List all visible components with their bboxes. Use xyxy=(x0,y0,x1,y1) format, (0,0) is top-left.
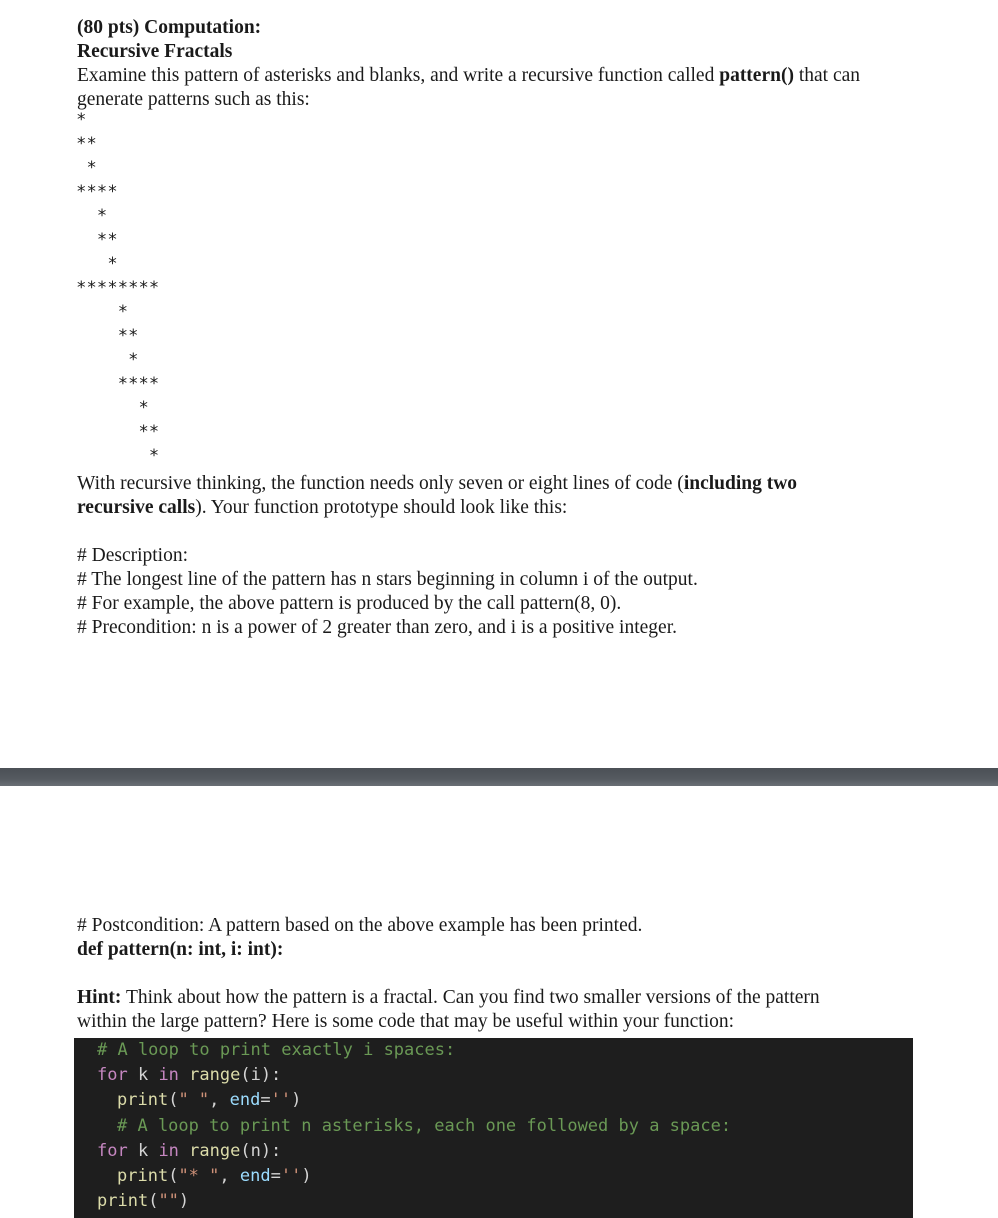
pattern-asterisk: * xyxy=(149,446,159,466)
pattern-asterisk: * xyxy=(97,278,107,298)
paren: ( xyxy=(168,1166,179,1186)
print-call: print xyxy=(117,1090,169,1110)
loop-var: k xyxy=(127,1065,159,1085)
pattern-asterisk: * xyxy=(87,158,96,178)
precondition: # Precondition: n is a power of 2 greater than zero, and i is a positive integer. xyxy=(77,617,677,638)
pattern-asterisk: * xyxy=(139,374,148,394)
paren-close: ) xyxy=(301,1166,312,1186)
pattern-asterisk: * xyxy=(108,230,117,250)
description-longest-line: # The longest line of the pattern has n stars beginning in column i of the output. xyxy=(77,569,698,590)
pattern-asterisk: * xyxy=(87,134,96,154)
code-print-newline xyxy=(97,1189,189,1213)
pattern-asterisk: * xyxy=(97,182,107,202)
pattern-asterisk: * xyxy=(129,326,138,346)
code-comment-spaces: # A loop to print exactly i spaces: xyxy=(97,1040,456,1060)
empty-string: '' xyxy=(270,1090,292,1110)
code-for-spaces xyxy=(97,1063,281,1087)
pattern-asterisk: * xyxy=(139,278,148,298)
code-block xyxy=(74,1038,913,1218)
pattern-asterisk: * xyxy=(118,278,128,298)
pattern-asterisk: * xyxy=(149,278,159,298)
document-page-2 xyxy=(0,786,998,1218)
loop-var: k xyxy=(127,1141,159,1161)
problem-subheading: Recursive Fractals xyxy=(77,41,233,62)
paragraph-text: With recursive thinking, the function needs only seven or eight lines of code ( xyxy=(77,473,684,494)
keyword-for: for xyxy=(97,1141,128,1161)
string-literal: "" xyxy=(158,1191,179,1211)
pattern-asterisk: * xyxy=(77,182,86,202)
code-print-space xyxy=(117,1088,301,1112)
paragraph-line1 xyxy=(77,472,797,496)
end-param: end xyxy=(239,1166,271,1186)
comma: , xyxy=(209,1090,230,1110)
pattern-asterisk: * xyxy=(77,110,86,130)
pattern-asterisk: * xyxy=(87,182,96,202)
keyword-in: in xyxy=(158,1141,179,1161)
pattern-asterisk: * xyxy=(149,422,159,442)
description-example: # For example, the above pattern is produced by the call pattern(8, 0). xyxy=(77,593,622,614)
hint-line2: within the large pattern? Here is some code that may be useful within your function: xyxy=(77,1011,735,1032)
pattern-asterisk: * xyxy=(118,374,128,394)
code-for-asterisks xyxy=(97,1139,281,1163)
equals: = xyxy=(270,1166,281,1186)
function-signature: def pattern(n: int, i: int): xyxy=(77,939,284,960)
hint-text: Think about how the pattern is a fractal. Can you find two smaller versions of the pattern xyxy=(121,987,820,1008)
range-call: range xyxy=(178,1141,241,1161)
end-param: end xyxy=(229,1090,261,1110)
paren-close: ) xyxy=(291,1090,302,1110)
pattern-asterisk: * xyxy=(87,278,96,298)
paren: ( xyxy=(168,1090,179,1110)
pattern-asterisk: * xyxy=(139,398,148,418)
code-print-asterisk xyxy=(117,1164,312,1188)
paragraph-text-2: ). Your function prototype should look like this: xyxy=(195,497,568,518)
function-name: pattern() xyxy=(719,65,794,86)
postcondition: # Postcondition: A pattern based on the above example has been printed. xyxy=(77,915,643,936)
hint-label: Hint: xyxy=(77,987,122,1008)
keyword-for: for xyxy=(97,1065,128,1085)
string-literal: "* " xyxy=(178,1166,220,1186)
pattern-asterisk: * xyxy=(149,374,159,394)
problem-heading: (80 pts) Computation: xyxy=(77,17,262,38)
print-call: print xyxy=(97,1191,149,1211)
pattern-asterisk: * xyxy=(129,374,138,394)
pattern-asterisk: * xyxy=(77,134,86,154)
hint-line1 xyxy=(77,986,820,1010)
keyword-in: in xyxy=(158,1065,179,1085)
pattern-asterisk: * xyxy=(97,230,107,250)
pattern-asterisk: * xyxy=(108,182,117,202)
description-comment: # Description: xyxy=(77,545,189,566)
print-call: print xyxy=(117,1166,169,1186)
equals: = xyxy=(260,1090,271,1110)
pattern-asterisk: * xyxy=(118,326,128,346)
page-separator xyxy=(0,768,998,786)
pattern-asterisk: * xyxy=(108,254,117,274)
pattern-asterisk: * xyxy=(108,278,117,298)
paragraph-bold: including two xyxy=(683,473,798,494)
pattern-asterisk: * xyxy=(97,206,107,226)
paren: ( xyxy=(148,1191,159,1211)
pattern-asterisk: * xyxy=(129,350,138,370)
string-literal: " " xyxy=(178,1090,210,1110)
code-comment-asterisks: # A loop to print n asterisks, each one followed by a space: xyxy=(117,1116,732,1136)
paren-close: ) xyxy=(178,1191,190,1211)
range-args: (i): xyxy=(240,1065,282,1085)
pattern-asterisk: * xyxy=(118,302,128,322)
range-args: (n): xyxy=(240,1141,282,1161)
comma: , xyxy=(219,1166,240,1186)
pattern-asterisk: * xyxy=(77,278,86,298)
intro-text-end: that can xyxy=(793,65,861,86)
intro-paragraph-line1 xyxy=(77,64,860,88)
intro-paragraph-line2: generate patterns such as this: xyxy=(77,89,310,110)
intro-text: Examine this pattern of asterisks and blanks, and write a recursive function called xyxy=(77,65,720,86)
paragraph-bold-2: recursive calls xyxy=(77,497,196,518)
range-call: range xyxy=(178,1065,241,1085)
paragraph-line2 xyxy=(77,496,567,520)
empty-string: '' xyxy=(280,1166,302,1186)
pattern-asterisk: * xyxy=(129,278,138,298)
pattern-asterisk: * xyxy=(139,422,148,442)
